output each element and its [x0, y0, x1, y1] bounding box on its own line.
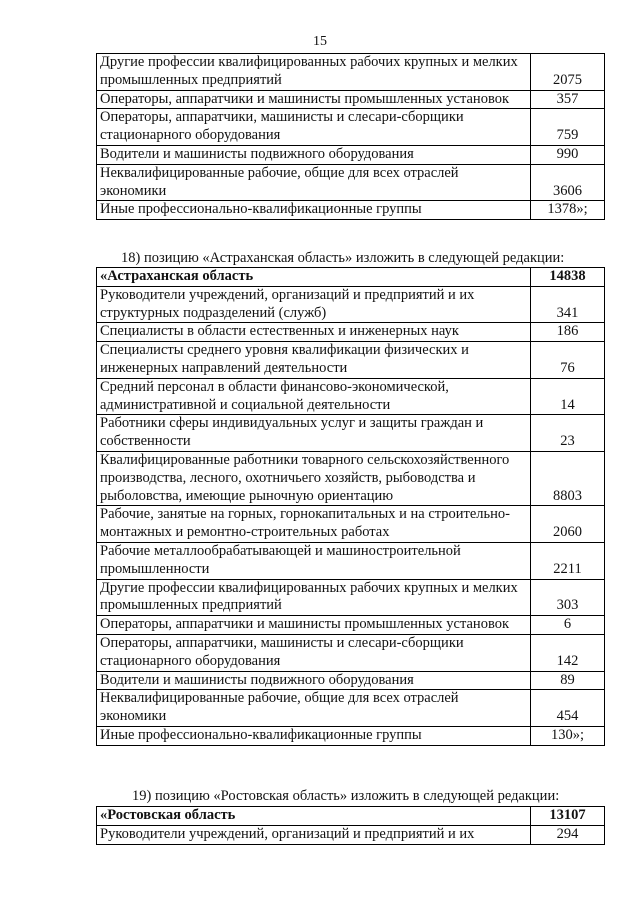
page-number: 15 — [313, 34, 327, 49]
table-row — [97, 54, 605, 91]
row-value: 294 — [531, 825, 605, 844]
row-value: 357 — [531, 90, 605, 109]
row-label: Средний персонал в области финансово-экономической, административной и социальной деятельности — [97, 378, 531, 415]
astrakhan-table — [96, 267, 605, 746]
occupation-table-continuation — [96, 53, 605, 220]
row-value: 990 — [531, 145, 605, 164]
row-value: 341 — [531, 286, 605, 323]
table-row — [97, 145, 605, 164]
row-label: Рабочие металлообрабатывающей и машиностроительной промышленности — [97, 542, 531, 579]
table-row — [97, 201, 605, 220]
row-label: Работники сферы индивидуальных услуг и защиты граждан и собственности — [97, 415, 531, 452]
row-value: 303 — [531, 579, 605, 616]
row-label: Иные профессионально-квалификационные группы — [97, 201, 531, 220]
table-row — [97, 451, 605, 505]
row-value: 2211 — [531, 542, 605, 579]
row-value: 2075 — [531, 54, 605, 91]
table-row — [97, 542, 605, 579]
region-header-row — [97, 268, 605, 287]
row-label: Неквалифицированные рабочие, общие для всех отраслей экономики — [97, 164, 531, 201]
row-value: 89 — [531, 671, 605, 690]
table-row — [97, 286, 605, 323]
row-label: Руководители учреждений, организаций и предприятий и их структурных подразделений (служб) — [97, 286, 531, 323]
paragraph-18 — [0, 250, 640, 267]
row-label: Водители и машинисты подвижного оборудования — [97, 671, 531, 690]
row-label: Иные профессионально-квалификационные группы — [97, 726, 531, 745]
rostov-table — [96, 806, 605, 845]
row-value: 759 — [531, 109, 605, 146]
paragraph-19-text: 19) позицию «Ростовская область» изложить в следующей редакции: — [132, 788, 560, 804]
table-row — [97, 109, 605, 146]
row-value: 142 — [531, 634, 605, 671]
row-label: Другие профессии квалифицированных рабочих крупных и мелких промышленных предприятий — [97, 579, 531, 616]
row-label: Операторы, аппаратчики, машинисты и слесари-сборщики стационарного оборудования — [97, 634, 531, 671]
table-row — [97, 671, 605, 690]
table-row — [97, 164, 605, 201]
row-label: Руководители учреждений, организаций и предприятий и их — [97, 825, 531, 844]
row-value: 130»; — [531, 726, 605, 745]
table-row — [97, 323, 605, 342]
paragraph-19 — [0, 788, 640, 805]
row-label: Операторы, аппаратчики, машинисты и слесари-сборщики стационарного оборудования — [97, 109, 531, 146]
row-value: 23 — [531, 415, 605, 452]
row-value: 186 — [531, 323, 605, 342]
table-row — [97, 634, 605, 671]
row-label: Рабочие, занятые на горных, горнокапитальных и на строительно-монтажных и ремонтно-строительных работах — [97, 506, 531, 543]
row-value: 454 — [531, 690, 605, 727]
row-value: 14 — [531, 378, 605, 415]
region-header-row — [97, 807, 605, 826]
row-label: Специалисты в области естественных и инженерных наук — [97, 323, 531, 342]
row-label: Специалисты среднего уровня квалификации физических и инженерных направлений деятельности — [97, 342, 531, 379]
table-row — [97, 415, 605, 452]
table-row — [97, 579, 605, 616]
region-name: «Астраханская область — [97, 268, 531, 287]
row-value: 1378»; — [531, 201, 605, 220]
table-row — [97, 342, 605, 379]
table-row — [97, 616, 605, 635]
table-row — [97, 690, 605, 727]
table-row — [97, 506, 605, 543]
region-total: 13107 — [531, 807, 605, 826]
row-label: Операторы, аппаратчики и машинисты промышленных установок — [97, 90, 531, 109]
table-row — [97, 378, 605, 415]
row-label: Водители и машинисты подвижного оборудования — [97, 145, 531, 164]
row-value: 8803 — [531, 451, 605, 505]
row-label: Операторы, аппаратчики и машинисты промышленных установок — [97, 616, 531, 635]
region-total: 14838 — [531, 268, 605, 287]
table-row — [97, 90, 605, 109]
table-row — [97, 825, 605, 844]
row-value: 76 — [531, 342, 605, 379]
region-name: «Ростовская область — [97, 807, 531, 826]
row-value: 6 — [531, 616, 605, 635]
row-label: Неквалифицированные рабочие, общие для всех отраслей экономики — [97, 690, 531, 727]
row-label: Другие профессии квалифицированных рабочих крупных и мелких промышленных предприятий — [97, 54, 531, 91]
row-value: 3606 — [531, 164, 605, 201]
table-row — [97, 726, 605, 745]
row-label: Квалифицированные работники товарного сельскохозяйственного производства, лесного, охотничьего хозяйств, рыбоводства и рыболовства, имеющие рыночную ориентацию — [97, 451, 531, 505]
paragraph-18-text: 18) позицию «Астраханская область» изложить в следующей редакции: — [121, 250, 565, 266]
row-value: 2060 — [531, 506, 605, 543]
